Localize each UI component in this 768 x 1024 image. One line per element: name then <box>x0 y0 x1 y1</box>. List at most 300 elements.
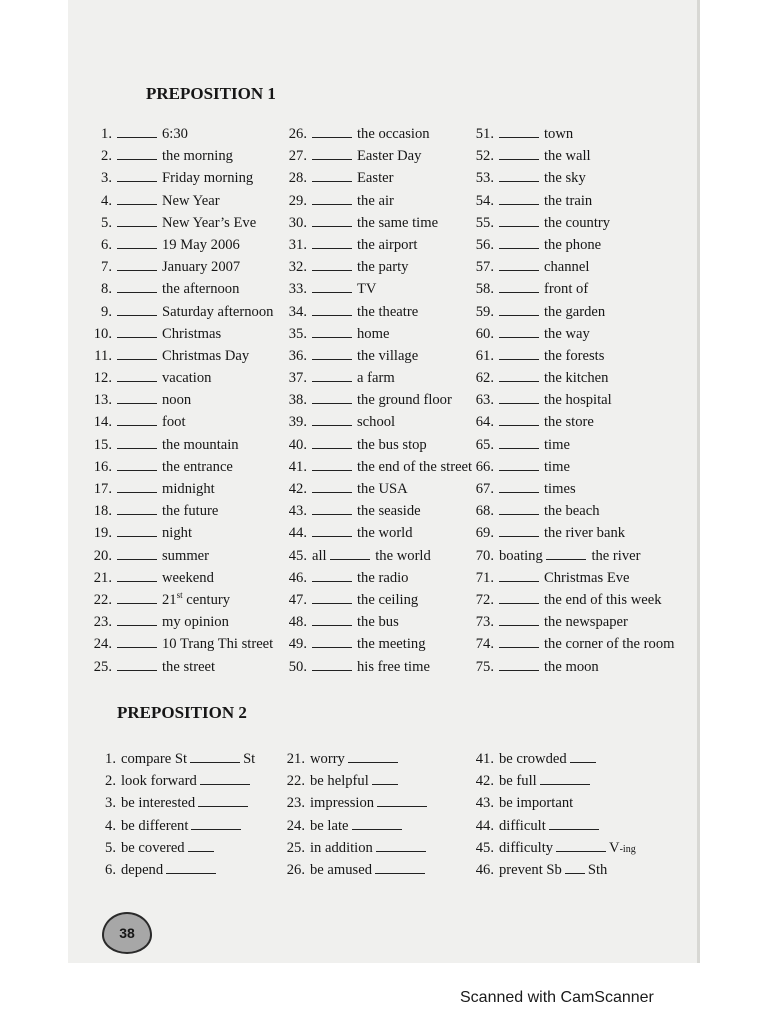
answer-blank[interactable] <box>377 792 427 807</box>
item-text: difficult <box>499 817 546 834</box>
answer-blank[interactable] <box>312 367 352 382</box>
exercise-item <box>466 589 674 611</box>
item-text: worry <box>310 751 345 767</box>
item-text: foot <box>162 414 186 431</box>
answer-blank[interactable] <box>312 389 352 404</box>
answer-blank[interactable] <box>312 589 352 604</box>
answer-blank[interactable] <box>570 748 596 763</box>
answer-blank[interactable] <box>191 815 241 830</box>
item-text: 21 <box>162 591 177 608</box>
exercise-item <box>84 589 273 611</box>
item-prefix: all <box>312 547 327 564</box>
item-text: times <box>544 481 576 497</box>
exercise-item <box>279 256 472 278</box>
exercise-item <box>466 190 674 212</box>
item-text: the wall <box>544 148 591 165</box>
exercise-item <box>279 145 472 167</box>
exercise-item <box>466 367 674 389</box>
answer-blank[interactable] <box>312 278 352 293</box>
answer-blank[interactable] <box>499 633 539 648</box>
answer-blank[interactable] <box>352 815 402 830</box>
item-text: be important <box>499 795 574 812</box>
item-text: the future <box>162 503 219 520</box>
exercise-item <box>84 212 273 234</box>
item-number: 45. <box>288 547 307 564</box>
item-number: 43. <box>288 503 307 520</box>
exercise-item <box>466 434 674 456</box>
item-number: 60. <box>475 325 494 342</box>
exercise-item <box>473 815 636 837</box>
item-text: the ceiling <box>357 591 419 608</box>
answer-blank[interactable] <box>312 145 352 160</box>
item-text: his free time <box>357 658 430 675</box>
answer-blank[interactable] <box>200 770 250 785</box>
exercise-item <box>279 500 472 522</box>
item-text: difficulty <box>499 839 554 856</box>
answer-blank[interactable] <box>499 256 539 271</box>
exercise-item <box>466 545 674 567</box>
item-number: 25. <box>93 658 112 675</box>
exercise-item <box>466 500 674 522</box>
item-text: channel <box>544 259 590 276</box>
item-suffix: Sth <box>587 861 608 878</box>
item-text: the morning <box>162 148 233 165</box>
item-text: the phone <box>544 236 602 253</box>
item-text: the garden <box>544 303 606 320</box>
answer-blank[interactable] <box>499 212 539 227</box>
answer-blank[interactable] <box>117 611 157 626</box>
answer-blank[interactable] <box>499 145 539 160</box>
answer-blank[interactable] <box>312 567 352 582</box>
item-number: 16. <box>93 458 112 475</box>
item-number: 12. <box>93 370 112 387</box>
answer-blank[interactable] <box>190 748 240 763</box>
item-number: 49. <box>288 636 307 653</box>
item-number: 38. <box>288 392 307 409</box>
item-suffix: V <box>609 839 620 856</box>
item-number: 35. <box>288 325 307 342</box>
exercise-item <box>279 345 472 367</box>
answer-blank[interactable] <box>499 478 539 493</box>
item-number: 18. <box>93 503 112 520</box>
exercise-item <box>84 456 273 478</box>
exercise-item <box>84 633 273 655</box>
item-text: depend <box>121 861 164 878</box>
answer-blank[interactable] <box>312 522 352 537</box>
item-text: New Year <box>162 192 220 209</box>
answer-blank[interactable] <box>499 345 539 360</box>
item-number: 26. <box>288 126 307 142</box>
exercise-item <box>279 411 472 433</box>
answer-blank[interactable] <box>117 123 157 138</box>
item-number: 30. <box>288 214 307 231</box>
answer-blank[interactable] <box>499 278 539 293</box>
item-number: 57. <box>475 259 494 276</box>
item-text: the party <box>357 259 409 276</box>
item-text: the hospital <box>544 392 612 409</box>
item-number: 2. <box>105 773 116 790</box>
answer-blank[interactable] <box>117 345 157 360</box>
exercise-item <box>84 301 273 323</box>
answer-blank[interactable] <box>372 770 398 785</box>
exercise-item <box>466 611 674 633</box>
item-number: 36. <box>288 347 307 364</box>
answer-blank[interactable] <box>117 167 157 182</box>
item-number: 14. <box>93 414 112 431</box>
exercise-item <box>84 500 273 522</box>
item-text: be covered <box>121 839 185 856</box>
exercise-item <box>284 837 430 859</box>
item-number: 20. <box>93 547 112 564</box>
item-number: 22. <box>93 591 112 608</box>
answer-blank[interactable] <box>330 545 370 560</box>
answer-blank[interactable] <box>117 411 157 426</box>
item-number: 75. <box>475 658 494 675</box>
answer-blank[interactable] <box>499 389 539 404</box>
item-number: 47. <box>288 591 307 608</box>
item-number: 6. <box>101 236 112 253</box>
item-text: be different <box>121 817 189 834</box>
item-superscript: st <box>176 590 183 601</box>
section-title-preposition-2: PREPOSITION 2 <box>117 703 247 722</box>
item-number: 67. <box>475 481 494 497</box>
item-text: weekend <box>162 569 214 586</box>
exercise-item <box>466 278 674 300</box>
item-text: the mountain <box>162 436 239 453</box>
item-number: 44. <box>475 817 494 834</box>
answer-blank[interactable] <box>546 545 586 560</box>
item-number: 62. <box>475 370 494 387</box>
answer-blank[interactable] <box>117 145 157 160</box>
answer-blank[interactable] <box>117 567 157 582</box>
answer-blank[interactable] <box>499 656 539 671</box>
item-text: Friday morning <box>162 170 254 187</box>
exercise-item <box>473 837 636 859</box>
answer-blank[interactable] <box>312 323 352 338</box>
item-text: time <box>544 458 570 475</box>
item-text: the world <box>375 547 431 564</box>
item-text: the seaside <box>357 503 421 520</box>
item-text: the moon <box>544 658 599 675</box>
exercise-item <box>95 770 255 792</box>
preposition-2-column-3 <box>473 748 636 881</box>
item-number: 8. <box>101 281 112 298</box>
item-text: be helpful <box>310 773 369 790</box>
answer-blank[interactable] <box>117 522 157 537</box>
item-text: home <box>357 325 390 342</box>
answer-blank[interactable] <box>117 456 157 471</box>
item-number: 71. <box>475 569 494 586</box>
exercise-item <box>84 567 273 589</box>
item-text: the meeting <box>357 636 426 653</box>
item-number: 51. <box>475 126 494 142</box>
exercise-item <box>279 123 472 145</box>
item-text: the bus <box>357 614 399 631</box>
item-number: 40. <box>288 436 307 453</box>
item-number: 5. <box>105 839 116 856</box>
answer-blank[interactable] <box>312 611 352 626</box>
answer-blank[interactable] <box>312 212 352 227</box>
exercise-item <box>284 748 430 770</box>
answer-blank[interactable] <box>117 633 157 648</box>
item-text: town <box>544 126 574 142</box>
answer-blank[interactable] <box>117 434 157 449</box>
answer-blank[interactable] <box>117 656 157 671</box>
exercise-item <box>466 167 674 189</box>
item-text: time <box>544 436 570 453</box>
item-number: 54. <box>475 192 494 209</box>
exercise-item <box>284 859 430 881</box>
item-number: 43. <box>475 795 494 812</box>
answer-blank[interactable] <box>188 837 214 852</box>
item-number: 26. <box>286 861 305 878</box>
item-number: 61. <box>475 347 494 364</box>
answer-blank[interactable] <box>499 323 539 338</box>
exercise-item <box>84 190 273 212</box>
exercise-item <box>84 656 273 678</box>
item-number: 25. <box>286 839 305 856</box>
exercise-item <box>473 748 636 770</box>
exercise-item <box>84 278 273 300</box>
answer-blank[interactable] <box>499 411 539 426</box>
item-number: 63. <box>475 392 494 409</box>
answer-blank[interactable] <box>499 434 539 449</box>
item-text: the entrance <box>162 458 233 475</box>
exercise-item <box>84 389 273 411</box>
exercise-item <box>84 167 273 189</box>
answer-blank[interactable] <box>499 522 539 537</box>
answer-blank[interactable] <box>549 815 599 830</box>
answer-blank[interactable] <box>312 633 352 648</box>
exercise-item <box>84 434 273 456</box>
exercise-item <box>279 323 472 345</box>
answer-blank[interactable] <box>312 301 352 316</box>
answer-blank[interactable] <box>198 792 248 807</box>
exercise-item <box>84 145 273 167</box>
answer-blank[interactable] <box>117 190 157 205</box>
answer-blank[interactable] <box>117 212 157 227</box>
exercise-item <box>84 323 273 345</box>
item-number: 11. <box>94 347 112 364</box>
answer-blank[interactable] <box>499 123 539 138</box>
item-number: 19. <box>93 525 112 542</box>
item-number: 42. <box>475 773 494 790</box>
item-number: 53. <box>475 170 494 187</box>
answer-blank[interactable] <box>117 500 157 515</box>
item-number: 65. <box>475 436 494 453</box>
item-text: TV <box>357 281 377 298</box>
answer-blank[interactable] <box>556 837 606 852</box>
answer-blank[interactable] <box>376 837 426 852</box>
item-number: 58. <box>475 281 494 298</box>
item-prefix: boating <box>499 547 543 564</box>
answer-blank[interactable] <box>312 167 352 182</box>
item-text: the airport <box>357 236 418 253</box>
answer-blank[interactable] <box>312 345 352 360</box>
item-text: vacation <box>162 370 212 387</box>
answer-blank[interactable] <box>312 656 352 671</box>
item-text: Saturday afternoon <box>162 303 274 320</box>
item-number: 13. <box>93 392 112 409</box>
answer-blank[interactable] <box>499 611 539 626</box>
item-text: the radio <box>357 569 409 586</box>
answer-blank[interactable] <box>499 301 539 316</box>
answer-blank[interactable] <box>565 859 585 874</box>
item-text: a farm <box>357 370 395 387</box>
item-number: 28. <box>288 170 307 187</box>
item-text: compare St <box>121 751 188 767</box>
exercise-item <box>279 434 472 456</box>
item-text: 6:30 <box>162 126 188 142</box>
answer-blank[interactable] <box>312 434 352 449</box>
exercise-item <box>466 123 674 145</box>
exercise-item <box>95 815 255 837</box>
item-text: the train <box>544 192 593 209</box>
exercise-item <box>95 837 255 859</box>
exercise-item <box>466 656 674 678</box>
item-number: 68. <box>475 503 494 520</box>
exercise-item <box>279 389 472 411</box>
item-number: 4. <box>105 817 116 834</box>
item-text: be late <box>310 817 349 834</box>
exercise-item <box>279 478 472 500</box>
item-number: 33. <box>288 281 307 298</box>
exercise-item <box>279 567 472 589</box>
answer-blank[interactable] <box>312 123 352 138</box>
answer-blank[interactable] <box>312 190 352 205</box>
answer-blank[interactable] <box>117 589 157 604</box>
exercise-item <box>466 256 674 278</box>
item-text: Christmas Day <box>162 347 250 364</box>
exercise-item <box>466 389 674 411</box>
answer-blank[interactable] <box>166 859 216 874</box>
answer-blank[interactable] <box>117 389 157 404</box>
exercise-item <box>279 522 472 544</box>
item-number: 66. <box>475 458 494 475</box>
item-number: 10. <box>93 325 112 342</box>
item-number: 3. <box>105 795 116 812</box>
item-number: 31. <box>288 236 307 253</box>
item-number: 59. <box>475 303 494 320</box>
item-number: 22. <box>286 773 305 790</box>
answer-blank[interactable] <box>312 256 352 271</box>
item-number: 72. <box>475 591 494 608</box>
item-text: the forests <box>544 347 605 364</box>
answer-blank[interactable] <box>499 190 539 205</box>
exercise-item <box>284 815 430 837</box>
exercise-item <box>473 859 636 881</box>
item-text: be amused <box>310 861 373 878</box>
item-text: my opinion <box>162 614 229 631</box>
answer-blank[interactable] <box>117 478 157 493</box>
item-text: January 2007 <box>162 259 241 276</box>
item-number: 21. <box>93 569 112 586</box>
exercise-item <box>279 611 472 633</box>
item-number: 2. <box>101 148 112 165</box>
item-number: 46. <box>475 861 494 878</box>
item-text: be full <box>499 773 537 790</box>
item-number: 21. <box>286 751 305 767</box>
answer-blank[interactable] <box>312 456 352 471</box>
exercise-item <box>279 456 472 478</box>
exercise-item <box>279 190 472 212</box>
item-number: 5. <box>101 214 112 231</box>
answer-blank[interactable] <box>117 301 157 316</box>
item-number: 23. <box>286 795 305 812</box>
item-text: front of <box>544 281 589 298</box>
item-number: 41. <box>475 751 494 767</box>
answer-blank[interactable] <box>312 478 352 493</box>
item-text: Easter <box>357 170 394 187</box>
exercise-item <box>95 748 255 770</box>
item-text: the country <box>544 214 611 231</box>
answer-blank[interactable] <box>348 748 398 763</box>
exercise-item <box>466 633 674 655</box>
preposition-1-column-3 <box>466 123 674 678</box>
answer-blank[interactable] <box>117 545 157 560</box>
answer-blank[interactable] <box>540 770 590 785</box>
answer-blank[interactable] <box>312 411 352 426</box>
answer-blank[interactable] <box>117 278 157 293</box>
answer-blank[interactable] <box>499 167 539 182</box>
item-text: Christmas Eve <box>544 569 630 586</box>
exercise-item <box>84 234 273 256</box>
item-text: the way <box>544 325 590 342</box>
section-title-preposition-1: PREPOSITION 1 <box>146 84 276 103</box>
exercise-item <box>466 234 674 256</box>
item-text: the air <box>357 192 394 209</box>
item-text: the corner of the room <box>544 636 675 653</box>
answer-blank[interactable] <box>312 500 352 515</box>
exercise-item <box>279 212 472 234</box>
item-number: 50. <box>288 658 307 675</box>
item-text: noon <box>162 392 192 409</box>
preposition-2-column-2 <box>284 748 430 881</box>
item-number: 29. <box>288 192 307 209</box>
exercise-item <box>466 478 674 500</box>
item-text: Easter Day <box>357 148 422 165</box>
preposition-2-column-1 <box>95 748 255 881</box>
answer-blank[interactable] <box>312 234 352 249</box>
answer-blank[interactable] <box>117 367 157 382</box>
answer-blank[interactable] <box>499 589 539 604</box>
exercise-item <box>466 212 674 234</box>
exercise-item <box>466 456 674 478</box>
answer-blank[interactable] <box>499 500 539 515</box>
exercise-item <box>279 234 472 256</box>
item-number: 17. <box>93 481 112 497</box>
item-text: New Year’s Eve <box>162 214 257 231</box>
answer-blank[interactable] <box>117 323 157 338</box>
answer-blank[interactable] <box>117 234 157 249</box>
item-text: look forward <box>121 773 197 790</box>
item-text: the river <box>591 547 641 564</box>
item-number: 4. <box>101 192 112 209</box>
answer-blank[interactable] <box>499 567 539 582</box>
answer-blank[interactable] <box>375 859 425 874</box>
answer-blank[interactable] <box>499 456 539 471</box>
exercise-item <box>466 345 674 367</box>
item-text: in addition <box>310 839 373 856</box>
answer-blank[interactable] <box>499 234 539 249</box>
exercise-item <box>466 301 674 323</box>
answer-blank[interactable] <box>499 367 539 382</box>
exercise-item <box>466 145 674 167</box>
answer-blank[interactable] <box>117 256 157 271</box>
item-number: 74. <box>475 636 494 653</box>
item-subscript: -ing <box>619 843 636 855</box>
item-number: 73. <box>475 614 494 631</box>
